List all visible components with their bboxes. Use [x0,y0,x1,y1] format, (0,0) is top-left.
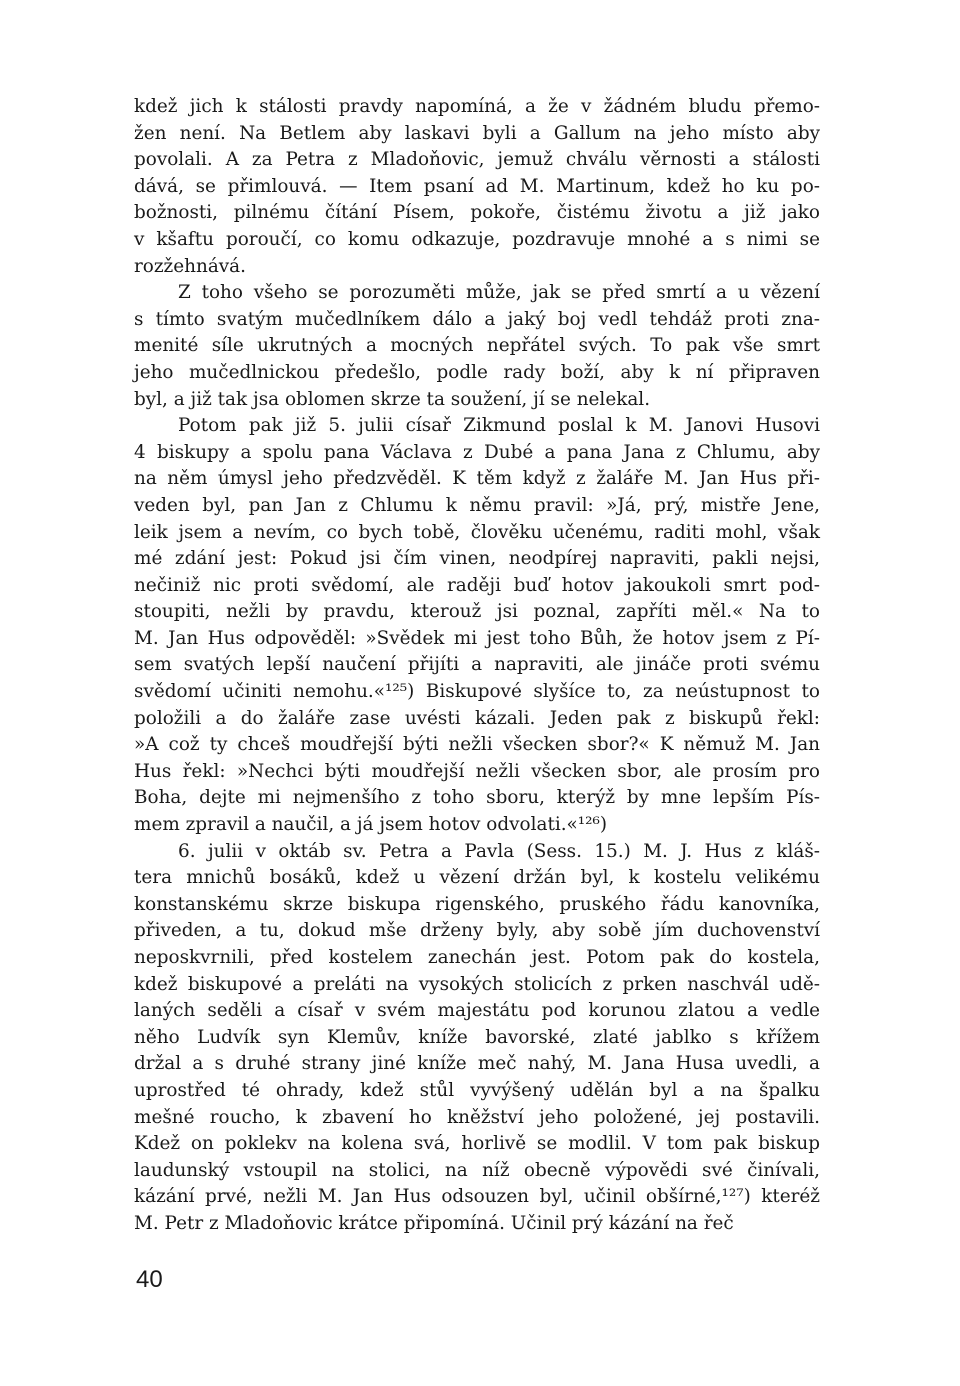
text-line: Potom pak již 5. julii císař Zikmund poslal k M. Janovi Husovi [178,415,820,437]
body-text [134,94,820,1238]
text-line: laudunský vstoupil na stolici, na níž obecně výpovědi své činívali, [134,1159,820,1181]
text-line: neposkvrnili, před kostelem zanechán jest. Potom pak do kostela, [134,947,820,968]
text-line: kdež biskupové a preláti na vysokých stolicích z prken naschvál udě- [134,973,820,995]
text-line: 4 biskupy a spolu pana Václava z Dubé a pana Jana z Chlumu, aby [134,441,820,463]
text-line: byl, a již tak jsa oblomen skrze ta soužení, jí se nelekal. [134,388,651,410]
text-line: stoupiti, nežli by pravdu, kterouž jsi poznal, zapříti měl.« Na to [134,601,820,623]
text-line: položili a do žaláře zase uvésti kázali. Jeden pak z biskupů řekl: [134,707,820,729]
text-line: sem svatých lepší naučení přijíti a napraviti, ale jináče proti svému [134,654,820,676]
text-line: držal a s druhé strany jiné kníže meč nahý, M. Jana Husa uvedli, a [134,1053,820,1075]
paragraph [134,280,820,413]
text-line: něho Ludvík syn Klemův, kníže bavorské, zlaté jablko s křížem [134,1026,820,1048]
text-line: mé zdání jest: Pokud jsi čím vinen, neodpírej napraviti, pakli nejsi, [134,548,820,570]
text-line: Hus řekl: »Nechci býti moudřejší nežli všecken sbor, ale prosím pro [134,760,820,782]
text-line: tera mnichů bosáků, kdež u vězení držán byl, k kostelu velikému [134,867,820,889]
paragraph [134,413,820,839]
text-line: konstanskému skrze biskupa rigenského, pruského řádu kanovníka, [134,893,820,915]
text-line: jeho mučedlnickou předešlo, podle rady boží, aby k ní připraven [134,361,820,383]
text-line: přiveden, a tu, dokud mše drženy byly, aby sobě jím duchovenství [134,920,820,942]
page-number: 40 [136,1266,163,1293]
text-line: 6. julii v oktáb sv. Petra a Pavla (Sess. 15.) M. J. Hus z kláš- [178,840,820,862]
text-line: na něm úmysl jeho předzvěděl. K těm když z žaláře M. Jan Hus při- [134,468,820,490]
text-line: menité síle ukrutných a mocných nepřátel svých. To pak vše smrt [134,335,820,357]
text-line: s tímto svatým mučedlníkem dálo a jaký boj vedl tehdáž proti zna- [134,308,820,330]
text-line: svědomí učiniti nemohu.«¹²⁵) Biskupové slyšíce to, za neústupnost to [134,681,820,703]
text-line: laných seděli a císař v svém majestátu pod korunou zlatou a vedle [134,1000,820,1022]
text-line: uprostřed té ohrady, kdež stůl vyvýšený udělán byl a na špalku [134,1079,820,1101]
text-line: Kdež on poklekv na kolena svá, horlivě se modlil. V tom pak biskup [134,1133,820,1155]
paragraph [134,94,820,280]
text-line: M. Petr z Mladoňovic krátce připomíná. Učinil prý kázání na řeč [134,1212,734,1234]
text-line: božnosti, pilnému čítání Písem, pokoře, čistému životu a již jako [134,202,820,224]
text-line: žen není. Na Betlem aby laskavi byli a Gallum na jeho místo aby [134,122,820,144]
paragraph [134,839,820,1238]
text-line: M. Jan Hus odpověděl: »Svědek mi jest toho Bůh, že hotov jsem z Pí- [134,627,820,649]
text-line: mešné roucho, k zbavení ho kněžství jeho položené, jej postavili. [134,1106,820,1128]
text-line: leik jsem a nevím, co bych tobě, člověku učenému, raditi mohl, však [134,521,820,543]
text-line: kdež jich k stálosti pravdy napomíná, a že v žádném bludu přemo- [134,96,820,117]
text-line: dává, se přimlouvá. — Item psaní ad M. Martinum, kdež ho ku po- [134,175,820,197]
text-line: veden byl, pan Jan z Chlumu k němu pravil: »Já, prý, mistře Jene, [134,494,820,516]
text-line: nečiniž nic proti svědomí, ale raději buď hotov jakoukoli smrt pod- [134,574,820,596]
text-line: »A což ty chceš moudřejší býti nežli všecken sbor?« K němuž M. Jan [134,734,820,756]
text-line: Boha, dejte mi nejmenšího z toho sboru, kterýž by mne lepším Pís- [134,787,820,809]
text-line: Z toho všeho se porozuměti může, jak se před smrtí a u vězení [178,282,820,304]
text-line: rozžehnává. [134,255,246,277]
text-line: v kšaftu poroučí, co komu odkazuje, pozdravuje mnohé a s nimi se [134,228,820,250]
text-line: mem zpravil a naučil, a já jsem hotov odvolati.«¹²⁶) [134,814,608,836]
text-line: povolali. A za Petra z Mladoňovic, jemuž chválu věrnosti a stálosti [134,149,820,171]
text-line: kázání prvé, nežli M. Jan Hus odsouzen byl, učinil obšírné,¹²⁷) kteréž [134,1186,820,1208]
